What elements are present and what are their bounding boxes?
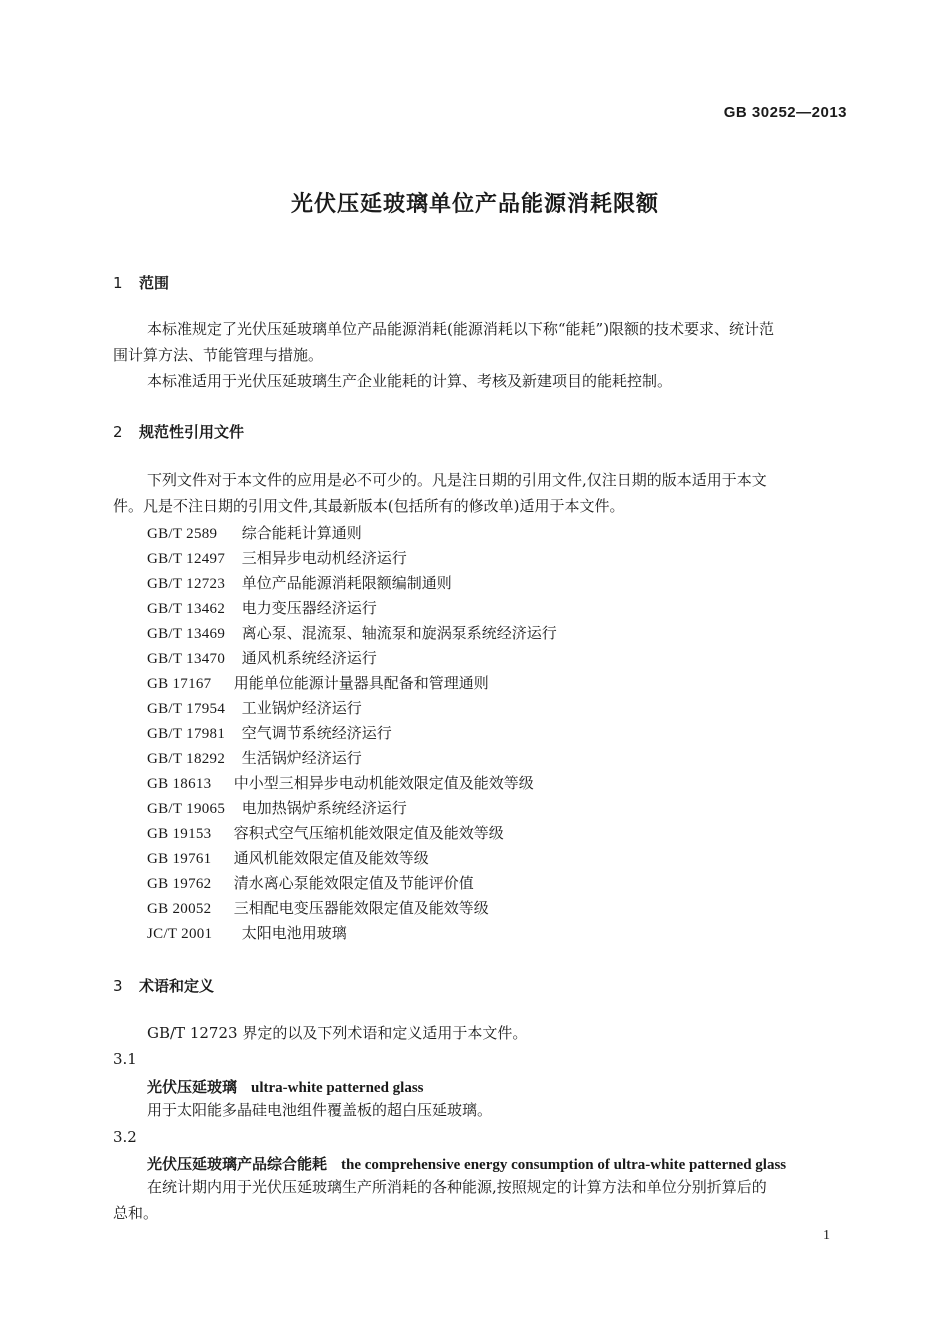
reference-title: 太阳电池用玻璃	[241, 924, 347, 942]
reference-item	[147, 697, 362, 718]
reference-code: JC/T 2001	[147, 926, 213, 942]
paragraph-line: 下列文件对于本文件的应用是必不可少的。凡是注日期的引用文件,仅注日期的版本适用于本文	[147, 471, 767, 489]
reference-item	[147, 772, 534, 793]
term-heading	[147, 1076, 424, 1097]
reference-code: GB/T 17981	[147, 726, 226, 742]
reference-title: 三相异步电动机经济运行	[241, 549, 407, 567]
reference-item	[147, 647, 377, 668]
paragraph-line: 件。凡是不注日期的引用文件,其最新版本(包括所有的修改单)适用于本文件。	[113, 497, 625, 515]
reference-title: 容积式空气压缩机能效限定值及能效等级	[233, 824, 504, 842]
document-title: 光伏压延玻璃单位产品能源消耗限额	[290, 192, 659, 217]
reference-title: 中小型三相异步电动机能效限定值及能效等级	[233, 774, 534, 792]
reference-item	[147, 722, 392, 743]
section-2-heading	[113, 421, 244, 442]
reference-code: GB/T 12723	[147, 576, 226, 592]
reference-title: 单位产品能源消耗限额编制通则	[241, 574, 452, 592]
paragraph-line: 本标准规定了光伏压延玻璃单位产品能源消耗(能源消耗以下称“能耗”)限额的技术要求、统计范	[147, 320, 775, 338]
reference-code: GB/T 18292	[147, 751, 226, 767]
reference-code: GB/T 13469	[147, 626, 226, 642]
reference-item	[147, 922, 347, 943]
reference-title: 用能单位能源计量器具配备和管理通则	[233, 674, 489, 692]
reference-title: 工业锅炉经济运行	[241, 699, 362, 717]
reference-item	[147, 872, 474, 893]
reference-code: GB/T 17954	[147, 701, 226, 717]
term-definition: 在统计期内用于光伏压延玻璃生产所消耗的各种能源,按照规定的计算方法和单位分别折算后的	[147, 1178, 767, 1196]
paragraph-line: GB/T 12723 界定的以及下列术语和定义适用于本文件。	[147, 1024, 528, 1042]
term-definition: 总和。	[113, 1204, 159, 1222]
reference-code: GB/T 13462	[147, 601, 226, 617]
reference-title: 电加热锅炉系统经济运行	[241, 799, 407, 817]
reference-title: 清水离心泵能效限定值及节能评价值	[233, 874, 474, 892]
term-number: 3.1	[113, 1050, 137, 1068]
term-heading	[147, 1153, 786, 1174]
reference-item	[147, 822, 504, 843]
section-title: 规范性引用文件	[139, 423, 245, 441]
term-english: the comprehensive energy consumption of ultra-white patterned glass	[341, 1157, 787, 1173]
reference-code: GB/T 2589	[147, 526, 218, 542]
reference-item	[147, 522, 362, 543]
section-number: 3	[113, 977, 123, 995]
reference-title: 生活锅炉经济运行	[241, 749, 362, 767]
section-number: 2	[113, 423, 123, 441]
reference-code: GB/T 13470	[147, 651, 226, 667]
term-chinese: 光伏压延玻璃产品综合能耗	[147, 1155, 328, 1173]
reference-code: GB 19761	[147, 851, 212, 867]
reference-code: GB/T 12497	[147, 551, 226, 567]
reference-code: GB 19762	[147, 876, 212, 892]
section-3-heading	[113, 975, 214, 996]
reference-title: 离心泵、混流泵、轴流泵和旋涡泵系统经济运行	[241, 624, 557, 642]
reference-item	[147, 897, 489, 918]
term-english: ultra-white patterned glass	[251, 1080, 424, 1096]
reference-item	[147, 597, 377, 618]
reference-title: 空气调节系统经济运行	[241, 724, 392, 742]
section-1-heading	[113, 272, 169, 293]
reference-code: GB 19153	[147, 826, 212, 842]
reference-item	[147, 672, 489, 693]
term-number: 3.2	[113, 1128, 137, 1146]
reference-title: 电力变压器经济运行	[241, 599, 377, 617]
section-number: 1	[113, 274, 123, 292]
reference-code: GB 20052	[147, 901, 212, 917]
reference-code: GB/T 19065	[147, 801, 226, 817]
reference-item	[147, 547, 407, 568]
paragraph-line: 围计算方法、节能管理与措施。	[113, 346, 324, 364]
section-title: 范围	[139, 274, 170, 292]
term-chinese: 光伏压延玻璃	[147, 1078, 238, 1096]
reference-code: GB 17167	[147, 676, 212, 692]
reference-title: 三相配电变压器能效限定值及能效等级	[233, 899, 489, 917]
page-number: 1	[823, 1228, 830, 1243]
term-definition: 用于太阳能多晶硅电池组件覆盖板的超白压延玻璃。	[147, 1101, 493, 1119]
reference-item	[147, 572, 452, 593]
reference-title: 通风机系统经济运行	[241, 649, 377, 667]
reference-item	[147, 747, 362, 768]
paragraph-line: 本标准适用于光伏压延玻璃生产企业能耗的计算、考核及新建项目的能耗控制。	[147, 372, 673, 390]
reference-item	[147, 847, 429, 868]
reference-item	[147, 622, 557, 643]
reference-title: 通风机能效限定值及能效等级	[233, 849, 429, 867]
reference-item	[147, 797, 407, 818]
section-title: 术语和定义	[139, 977, 215, 995]
reference-title: 综合能耗计算通则	[241, 524, 362, 542]
reference-code: GB 18613	[147, 776, 212, 792]
standard-number: GB 30252—2013	[723, 104, 847, 121]
